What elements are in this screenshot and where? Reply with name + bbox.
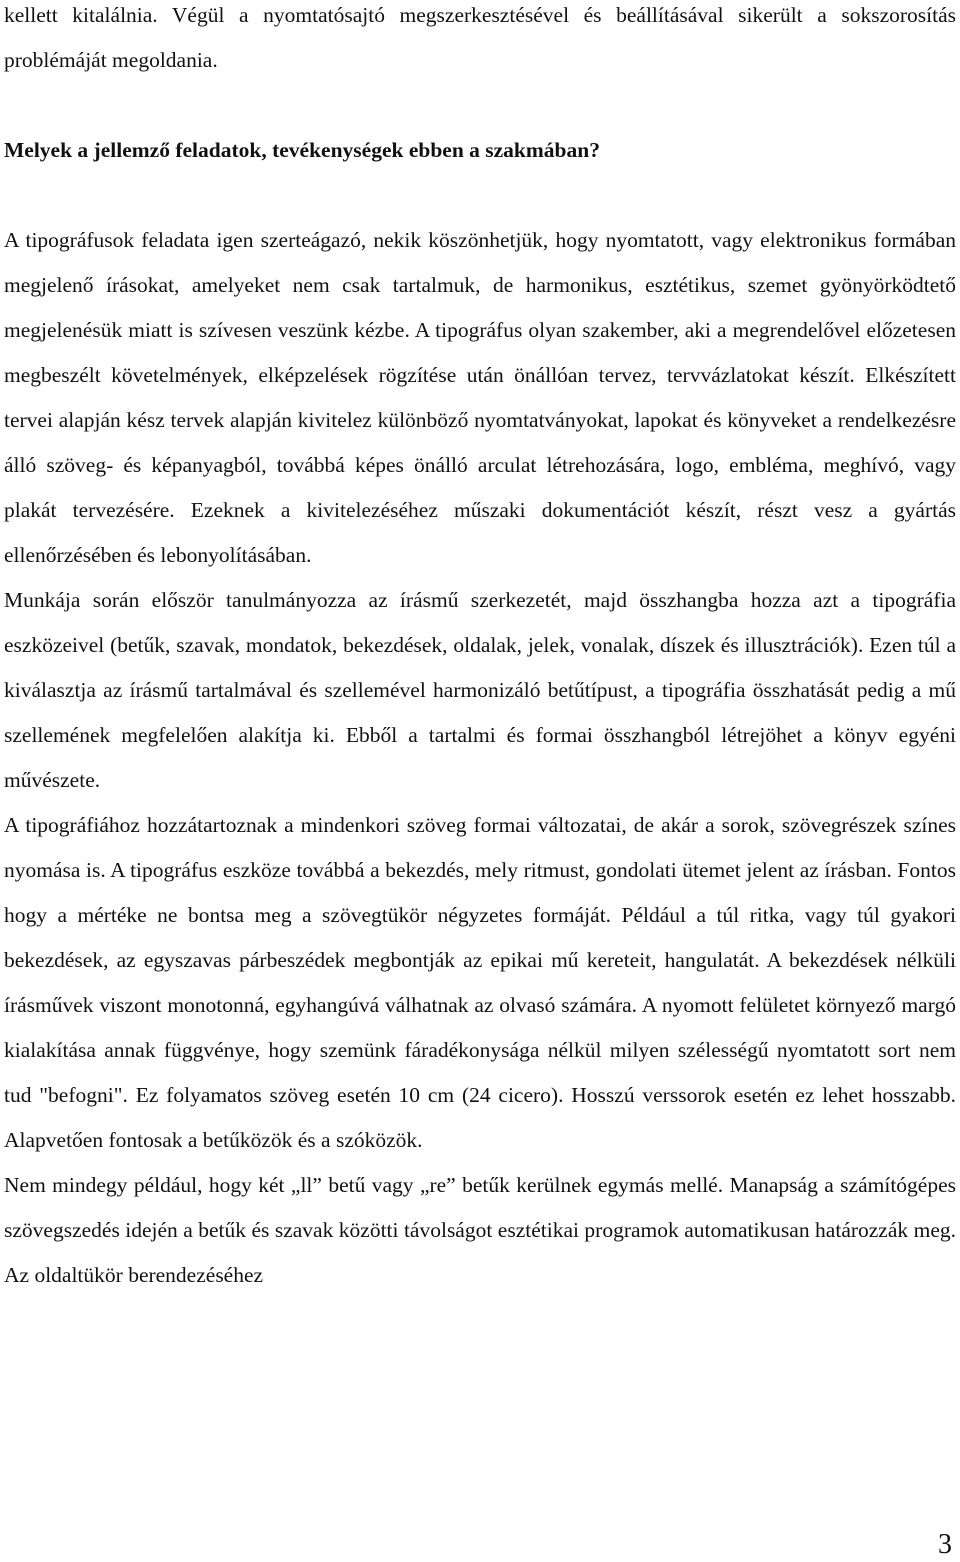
paragraph-spacer <box>4 83 956 128</box>
body-paragraph-3: A tipográfiához hozzátartoznak a mindenkori szöveg formai változatai, de akár a sorok, szövegrészek színes nyomása is. A tipográfus eszköze továbbá a bekezdés, mely ritmust, gondolati ütemet jelent az írásban. Fontos hogy a mértéke ne bontsa meg a szövegtükör négyzetes formáját. Például a túl ritka, vagy túl gyakori bekezdések, az egyszavas párbeszédek megbontják az epikai mű kereteit, hangulatát. A bekezdések nélküli írásművek viszont monotonná, egyhangúvá válhatnak az olvasó számára. A nyomott felületet környező margó kialakítása annak függvénye, hogy szemünk fáradékonysága nélkül milyen szélességű nyomtatott sort nem tud "befogni". Ez folyamatos szöveg esetén 10 cm (24 cicero). Hosszú verssorok esetén ez lehet hosszabb. Alapvetően fontosak a betűközök és a szóközök. <box>4 813 956 1152</box>
body-paragraph-2: Munkája során először tanulmányozza az írásmű szerkezetét, majd összhangba hozza azt a tipográfia eszközeivel (betűk, szavak, mondatok, bekezdések, oldalak, jelek, vonalak, díszek és illusztrációk). Ezen túl a kiválasztja az írásmű tartalmával és szellemével harmonizáló betűtípust, a tipográfia összhatását pedig a mű szellemének megfelelően alakítja ki. Ebből a tartalmi és formai összhangból létrejöhet a könyv egyéni művészete. <box>4 588 956 792</box>
section-heading: Melyek a jellemző feladatok, tevékenységek ebben a szakmában? <box>4 138 600 162</box>
body-paragraph-4: Nem mindegy például, hogy két „ll” betű vagy „re” betűk kerülnek egymás mellé. Manapság a számítógépes szövegszedés idején a betűk és szavak közötti távolságot esztétikai programok automatikusan határozzák meg. Az oldaltükör berendezéséhez <box>4 1173 956 1287</box>
page-content <box>4 0 956 1298</box>
intro-paragraph: kellett kitalálnia. Végül a nyomtatósajtó megszerkesztésével és beállításával sikerült a sokszorosítás problémáját megoldania. <box>4 3 956 72</box>
paragraph-spacer <box>4 173 956 218</box>
body-paragraph-1: A tipográfusok feladata igen szerteágazó, nekik köszönhetjük, hogy nyomtatott, vagy elektronikus formában megjelenő írásokat, amelyeket nem csak tartalmuk, de harmonikus, esztétikus, szemet gyönyörködtető megjelenésük miatt is szívesen veszünk kézbe. A tipográfus olyan szakember, aki a megrendelővel előzetesen megbeszélt követelmények, elképzelések rögzítése után önállóan tervez, tervvázlatokat készít. Elkészített tervei alapján kész tervek alapján kivitelez különböző nyomtatványokat, lapokat és könyveket a rendelkezésre álló szöveg- és képanyagból, továbbá képes önálló arculat létrehozására, logo, embléma, meghívó, vagy plakát tervezésére. Ezeknek a kivitelezéséhez műszaki dokumentációt készít, részt vesz a gyártás ellenőrzésében és lebonyolításában. <box>4 228 956 567</box>
page-number: 3 <box>938 1529 952 1560</box>
